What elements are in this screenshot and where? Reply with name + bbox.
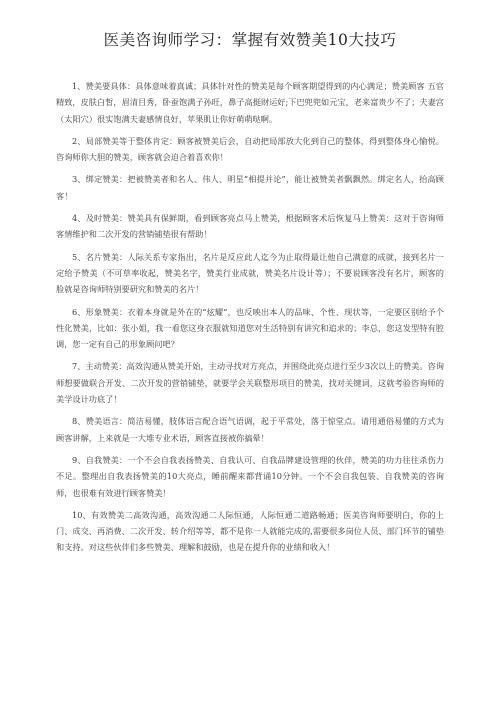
paragraph-7: 7、主动赞美：高效沟通从赞美开始，主动寻找对方亮点，并围绕此亮点进行至少3次以上的赞美。咨询师想要做联合开发、二次开发的营销铺垫，就要学会关联整形项目的赞美，找对关键词，这就考验咨询师的美学设计功底了！	[56, 361, 444, 405]
paragraph-3: 3、绑定赞美：把被赞美者和名人、伟人、明星“相提并论”，能让被赞美者飘飘然。绑定名人，抬高顾客！	[56, 174, 444, 201]
paragraph-9: 9、自我赞美：一个不会自我表扬赞美、自我认可、自我品牌建设管理的伙伴，赞美的功力往往杀伤力不足。整理出自我表扬赞美的10大亮点，睡前醒来都背诵10分钟。一个不会自我包装、自我赞美的咨询师，也很难有效进行顾客赞美！	[56, 454, 444, 498]
document-title: 医美咨询师学习：掌握有效赞美10大技巧	[103, 31, 397, 49]
paragraph-5: 5、名片赞美：人际关系专家指出，名片是反应此人迄今为止取得最让他自己满意的成就，接到名片一定给予赞美（不可草率收起，赞美名字，赞美行业成就，赞美名片设计等）；不要说顾客没有名片，顾客的脸就是咨询师特别要研究和赞美的名片！	[56, 251, 444, 295]
paragraph-4: 4、及时赞美：赞美具有保鲜期，看到顾客亮点马上赞美，根据顾客术后恢复马上赞美：这对于咨询师客情维护和二次开发的营销铺垫很有帮助！	[56, 213, 444, 240]
paragraph-10: 10、有效赞美二高效沟通，高效沟通二人际恒通，人际恒通二道路畅通；医美咨询师要明白，你的上门、成交、再消费、二次开发、转介绍等等，都不是你一人就能完成的,需要很多岗位人员、部门环节的铺垫和支持。对这些伙伴们多些赞美、理解和鼓励，也是在提升你的业绩和收入！	[56, 509, 444, 553]
paragraph-1: 1、赞美要具体：具体意味着真诚；具体针对性的赞美是每个顾客期望得到的内心满足；赞美顾客 五官精致，皮肤白皙，眉清目秀，卧蚕饱满子孙旺，鼻子高挺财运好;下巴兜兜如元宝，老来富贵少不了；夫妻宫（太阳穴）很实饱满夫妻感情良好，苹果肌让你好萌萌哒啊。	[56, 81, 444, 124]
paragraph-6: 6、形象赞美：衣着本身就是外在的“炫耀”，也反映出本人的品味、个性、现状等，一定要区别给予个性化赞美，比如：张小姐，我一看您这身衣服就知道您对生活特别有讲究和追求的；李总，您这发型特有腔调，您一定有自己的形象顾问吧？	[56, 306, 444, 350]
paragraph-2: 2、局部赞美等于整体肯定：顾客被赞美后会，自动把局部放大化到自己的整体，得到整体身心愉悦。咨询师你大胆的赞美，顾客就会迫合着喜欢你！	[56, 135, 444, 163]
paragraph-8: 8、赞美语言：简洁易懂，肢体语言配合语气语调，起于平常处，落于惊堂点。请用通俗易懂的方式为顾客讲解，上来就是一大堆专业术语，顾客直接被你搞晕！	[56, 416, 444, 443]
